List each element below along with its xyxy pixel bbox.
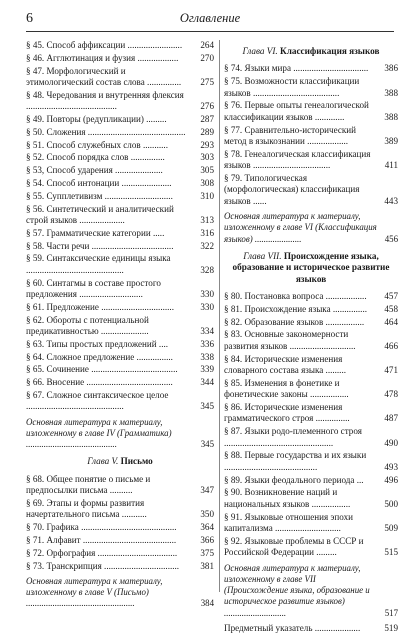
entry-title: § 80. Постановка вопроса .................. — [224, 291, 367, 302]
toc-entry[interactable] — [26, 561, 214, 572]
entry-title: § 50. Сложения ........................................... — [26, 126, 186, 137]
note-page-number: 517 — [384, 607, 398, 618]
toc-entry[interactable] — [224, 378, 398, 401]
entry-page-number: 389 — [384, 136, 398, 147]
entry-title: § 48. Чередования и внутренняя флексия ........................................ — [26, 89, 184, 112]
toc-entry[interactable] — [224, 475, 398, 486]
entry-title: § 58. Части речи .................................... — [26, 240, 174, 251]
entry-title: § 84. Исторические изменения словарного состава языка ......... — [224, 353, 347, 376]
toc-entry[interactable] — [224, 149, 398, 172]
entry-title: § 63. Типы простых предложений .... — [26, 338, 169, 349]
toc-entry[interactable] — [26, 377, 214, 388]
entry-page-number: 303 — [200, 152, 214, 163]
entry-title: § 71. Алфавит ......................................... — [26, 535, 177, 545]
entry-title: § 74. Языки мира ................................. — [224, 63, 369, 74]
running-title: Оглавление — [179, 11, 241, 25]
entry-page-number: 276 — [200, 101, 214, 112]
note-text: Основная литература к материалу, изложенному в главе IV (Грамматика) ......................................... — [26, 416, 172, 450]
entry-title: § 55. Супплетивизм .............................. — [26, 190, 173, 201]
entry-title: § 49. Повторы (редупликации) ......... — [26, 114, 167, 124]
chapter-title: Письмо — [120, 456, 153, 467]
toc-entry[interactable] — [26, 390, 214, 413]
chapter-number: Глава V. — [87, 456, 119, 467]
entry-page-number: 458 — [384, 303, 398, 314]
entry-page-number: 339 — [200, 364, 214, 375]
toc-entry[interactable] — [26, 90, 214, 113]
entry-title: § 88. Первые государства и их языки ......................................... — [224, 450, 367, 472]
toc-entry[interactable] — [224, 536, 398, 559]
entry-page-number: 364 — [200, 522, 214, 533]
toc-entry[interactable] — [26, 548, 214, 559]
toc-entry[interactable] — [26, 127, 214, 138]
toc-entry[interactable] — [26, 228, 214, 239]
entry-title: § 56. Синтетический и аналитический строй языков .................... — [26, 203, 174, 225]
toc-entry[interactable] — [26, 66, 214, 89]
entry-title: § 66. Вносение ...................................... — [26, 377, 173, 388]
toc-entry[interactable] — [26, 253, 214, 276]
entry-page-number: 509 — [384, 523, 398, 534]
entry-title: § 53, Способ ударения ..................... — [26, 165, 163, 176]
entry-page-number: 464 — [384, 316, 398, 327]
toc-entry[interactable] — [26, 498, 214, 521]
chapter-heading — [224, 251, 398, 285]
toc-entry[interactable] — [26, 535, 214, 546]
note-text: Основная литература к материалу, изложенному в главе VI (Классификация языков) ..................... — [224, 211, 377, 244]
entry-page-number: 313 — [200, 214, 214, 225]
toc-entry[interactable] — [26, 339, 214, 350]
entry-page-number: 334 — [200, 325, 214, 336]
chapter-number: Глава VI. — [242, 46, 278, 56]
entry-title: § 90. Возникновение наций и национальных языков ................. — [224, 487, 351, 509]
entry-page-number: 443 — [384, 195, 398, 206]
entry-page-number: 381 — [200, 560, 214, 571]
toc-entry[interactable] — [224, 304, 398, 315]
entry-page-number: 308 — [200, 177, 214, 188]
entry-page-number: 388 — [384, 111, 398, 122]
entry-title: § 59. Синтаксические единицы языка ........................................... — [26, 253, 171, 275]
toc-entry[interactable] — [224, 402, 398, 425]
toc-entry[interactable] — [26, 114, 214, 125]
toc-entry[interactable] — [224, 76, 398, 99]
entry-title: § 67. Сложное синтаксическое целое ........................................... — [26, 389, 169, 412]
entry-title: § 79. Типологическая (морфологическая) классификация языков ...... — [224, 173, 360, 206]
entry-page-number: 466 — [384, 340, 398, 351]
toc-entry[interactable] — [26, 53, 214, 64]
entry-page-number: 347 — [200, 485, 214, 496]
toc-entry[interactable] — [224, 426, 398, 449]
toc-entry[interactable] — [224, 487, 398, 510]
entry-page-number: 316 — [200, 227, 214, 238]
literature-note[interactable] — [26, 417, 214, 451]
entry-page-number: 310 — [200, 190, 214, 201]
entry-page-number: 330 — [200, 301, 214, 312]
column-divider — [219, 40, 220, 592]
entry-title: § 45. Способ аффиксации ........................ — [26, 40, 183, 50]
entry-page-number: 366 — [200, 535, 214, 545]
toc-entry[interactable] — [224, 623, 398, 634]
chapter-number: Глава VII. — [243, 250, 282, 261]
entry-title: § 57. Грамматические категории ..... — [26, 227, 165, 238]
right-column — [224, 40, 398, 636]
toc-entry[interactable] — [224, 512, 398, 535]
toc-entry[interactable] — [26, 302, 214, 313]
literature-note[interactable] — [224, 563, 398, 619]
toc-entry[interactable] — [224, 329, 398, 352]
entry-page-number: 375 — [200, 547, 214, 558]
entry-page-number: 515 — [384, 547, 398, 558]
chapter-heading — [26, 456, 214, 467]
entry-title: § 86. Исторические изменения грамматического строя ............... — [224, 402, 350, 424]
toc-entry[interactable] — [26, 140, 214, 151]
running-header — [26, 9, 394, 32]
entry-title: § 62. Обороты с потенциальной предикативностью ..................... — [26, 314, 149, 336]
entry-page-number: 330 — [200, 288, 214, 299]
toc-entry[interactable] — [26, 278, 214, 301]
entry-page-number: 496 — [384, 474, 398, 485]
toc-entry[interactable] — [26, 191, 214, 202]
toc-entry[interactable] — [26, 352, 214, 363]
entry-page-number: 322 — [200, 240, 214, 251]
entry-page-number: 519 — [384, 622, 398, 633]
entry-page-number: 275 — [200, 77, 214, 87]
toc-entry[interactable] — [224, 450, 398, 473]
entry-title: § 78. Генеалогическая классификация языков .................................. — [224, 148, 371, 171]
entry-page-number: 345 — [200, 401, 214, 412]
entry-page-number: 411 — [384, 160, 398, 171]
entry-page-number: 478 — [384, 389, 398, 400]
entry-title: § 82. Образование языков ................. — [224, 316, 365, 327]
entry-title: § 81. Происхождение языка ............... — [224, 303, 367, 314]
entry-title: § 87. Языки родо-племенного строя ................................................ — [224, 426, 362, 448]
toc-entry[interactable] — [26, 165, 214, 176]
entry-page-number: 289 — [200, 126, 214, 137]
entry-page-number: 305 — [200, 165, 214, 176]
page-number: 6 — [26, 11, 33, 26]
entry-page-number: 328 — [200, 264, 214, 275]
toc-entry[interactable] — [26, 204, 214, 227]
entry-page-number: 386 — [384, 63, 398, 74]
toc-entry[interactable] — [224, 125, 398, 148]
toc-entry[interactable] — [26, 40, 214, 51]
entry-page-number: 264 — [200, 40, 214, 50]
entry-title: § 89. Языки феодального периода ... — [224, 474, 364, 485]
entry-page-number: 493 — [384, 461, 398, 472]
entry-title: § 75. Возможности классификации языков ...................................... — [224, 76, 360, 98]
entry-page-number: 471 — [384, 365, 398, 376]
entry-title: § 69. Этапы и формы развития начертательного письма ........... — [26, 498, 147, 520]
entry-title: § 85. Изменения в фонетике и фонетические законы ................. — [224, 377, 349, 400]
entry-page-number: 344 — [200, 377, 214, 388]
toc-entry[interactable] — [26, 241, 214, 252]
chapter-title: Классификация языков — [280, 46, 380, 56]
entry-title: § 91. Языковые отношения эпохи капитализма ............................. — [224, 511, 353, 534]
entry-title: § 54. Способ интонации ...................... — [26, 177, 172, 188]
entry-title: § 72. Орфография ................................... — [26, 547, 178, 558]
toc-entry[interactable] — [224, 317, 398, 328]
entry-page-number: 490 — [384, 437, 398, 448]
note-page-number: 456 — [384, 233, 398, 244]
entry-title: § 76. Первые опыты генеалогической классификации языков ............. — [224, 100, 369, 122]
entry-title: § 47. Морфологический и этимологический состав слова ............... — [26, 65, 182, 87]
entry-page-number: 388 — [384, 87, 398, 98]
note-text: Основная литература к материалу, изложенному в главе V (Письмо) ................................................. — [26, 576, 163, 609]
entry-title: § 68. Общее понятие о письме и предпосылки письма .......... — [26, 473, 151, 496]
note-text: Основная литература к материалу, изложенному в главе VII (Происхождение языка, образование и историческое развитие языков) ............................ — [224, 562, 370, 618]
entry-page-number: 457 — [384, 291, 398, 302]
note-page-number: 384 — [200, 598, 214, 609]
entry-page-number: 293 — [200, 139, 214, 150]
toc-entry[interactable] — [26, 474, 214, 497]
entry-title: § 92. Языковые проблемы в СССР и Российской Федерации ......... — [224, 535, 364, 558]
literature-note[interactable] — [224, 211, 398, 245]
entry-title: § 64. Сложное предложение ................ — [26, 351, 173, 362]
entry-page-number: 270 — [200, 52, 214, 63]
chapter-title: Происхождение языка, образование и историческое развитие языков — [232, 250, 390, 284]
entry-page-number: 487 — [384, 413, 398, 424]
entry-title: § 46. Агглютинация и фузия .................. — [26, 52, 179, 63]
toc-entry[interactable] — [224, 100, 398, 123]
left-column — [26, 40, 214, 614]
entry-page-number: 500 — [384, 498, 398, 509]
toc-entry[interactable] — [224, 354, 398, 377]
toc-entry[interactable] — [26, 364, 214, 375]
entry-title: § 73. Транскрипция ................................. — [26, 560, 180, 571]
toc-entry[interactable] — [224, 63, 398, 74]
entry-page-number: 287 — [200, 114, 214, 124]
entry-title: § 60. Синтагмы в составе простого предложения ............................ — [26, 277, 161, 299]
entry-page-number: 338 — [200, 351, 214, 362]
entry-title: § 65. Сочинение ...................................... — [26, 364, 178, 375]
note-page-number: 345 — [200, 439, 214, 450]
toc-entry[interactable] — [26, 178, 214, 189]
entry-title: § 61. Предложение ................................ — [26, 301, 174, 312]
literature-note[interactable] — [26, 576, 214, 610]
chapter-heading — [224, 46, 398, 57]
entry-title: § 83. Основные закономерности развития языков ............................. — [224, 329, 356, 351]
entry-page-number: 350 — [200, 509, 214, 520]
entry-title: § 77. Сравнительно-исторический метод в языкознании .................. — [224, 124, 357, 147]
entry-title: Предметный указатель .................... — [224, 622, 361, 633]
entry-title: § 70. Графика .......................................... — [26, 522, 177, 533]
entry-title: § 51. Способ служебных слов ........... — [26, 139, 168, 150]
toc-entry[interactable] — [224, 173, 398, 207]
toc-entry[interactable] — [26, 315, 214, 338]
entry-title: § 52. Способ порядка слов ............... — [26, 152, 165, 163]
toc-entry[interactable] — [26, 522, 214, 533]
toc-entry[interactable] — [224, 291, 398, 302]
entry-page-number: 336 — [200, 338, 214, 349]
toc-entry[interactable] — [26, 152, 214, 163]
